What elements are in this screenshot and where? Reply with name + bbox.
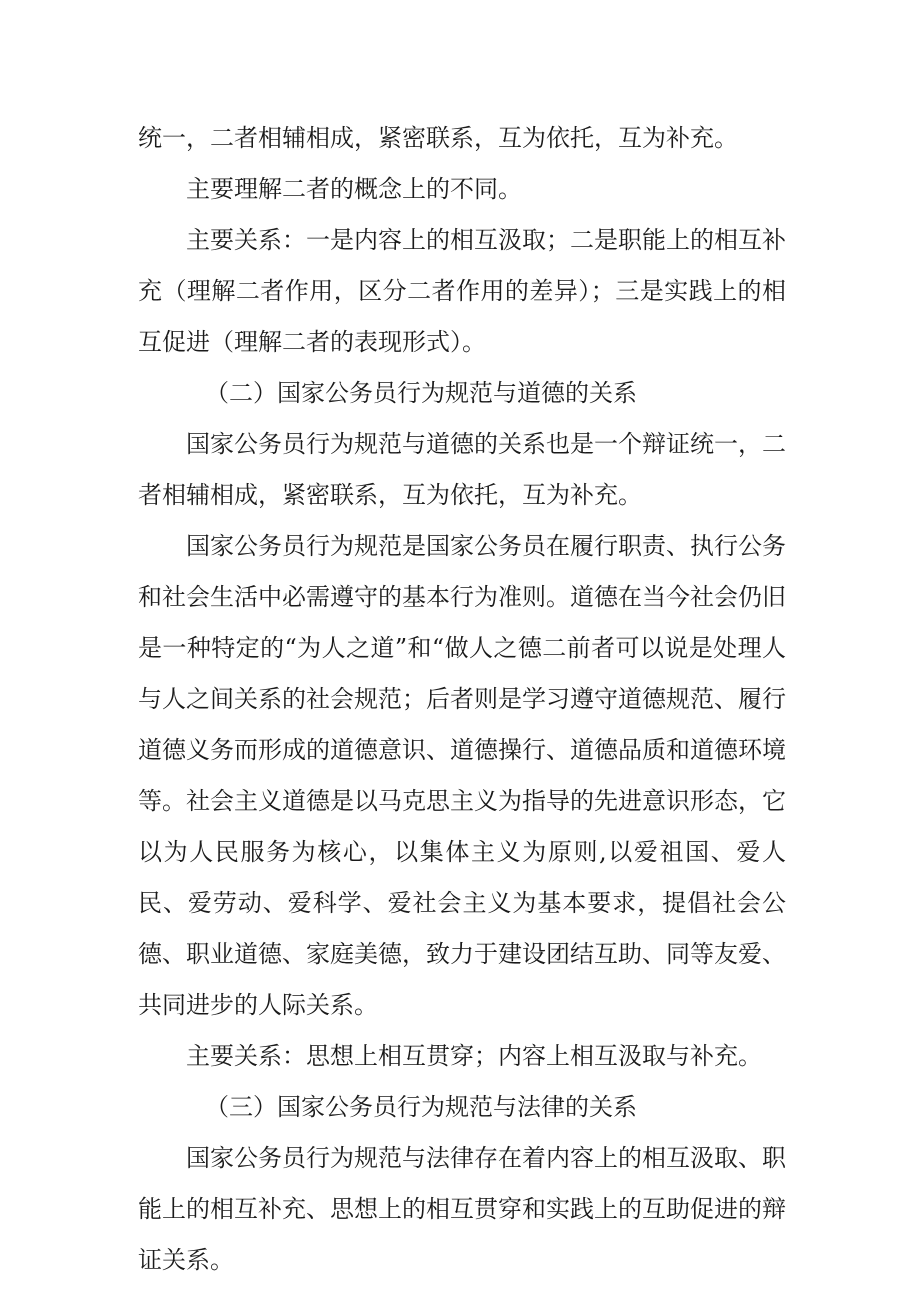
section-heading-3: （三）国家公务员行为规范与法律的关系 (205, 1093, 637, 1121)
paragraph: 主要理解二者的概念上的不同。 (186, 175, 522, 203)
paragraph: 国家公务员行为规范与道德的关系也是一个辩证统一，二者相辅相成，紧密联系，互为依托，互为补充。 (138, 430, 786, 509)
paragraph: 国家公务员行为规范是国家公务员在履行职责、执行公务和社会生活中必需遵守的基本行为准则。道德在当今社会仍旧是一种特定的“为人之道”和“做人之德二前者可以说是处理人与人之间关系的社会规范；后者则是学习遵守道德规范、履行道德义务而形成的道德意识、道德操行、道德品质和道德环境等。社会主义道德是以马克思主义为指导的先进意识形态，它以为人民服务为核心，以集体主义为原则,以爱祖国、爱人民、爱劳动、爱科学、爱社会主义为基本要求，提倡社会公德、职业道德、家庭美德，致力于建设团结互助、同等友爱、共同进步的人际关系。 (138, 532, 786, 1019)
paragraph-continuation: 统一，二者相辅相成，紧密联系，互为依托，互为补充。 (138, 124, 738, 152)
paragraph: 主要关系：思想上相互贯穿；内容上相互汲取与补充。 (186, 1042, 762, 1070)
section-heading-2: （二）国家公务员行为规范与道德的关系 (205, 379, 637, 407)
paragraph: 主要关系：一是内容上的相互汲取；二是职能上的相互补充（理解二者作用，区分二者作用的差异）；三是实践上的相互促进（理解二者的表现形式）。 (138, 226, 786, 356)
document-body (138, 113, 786, 1286)
paragraph: 国家公务员行为规范与法律存在着内容上的相互汲取、职能上的相互补充、思想上的相互贯穿和实践上的互助促进的辩证关系。 (138, 1144, 786, 1274)
